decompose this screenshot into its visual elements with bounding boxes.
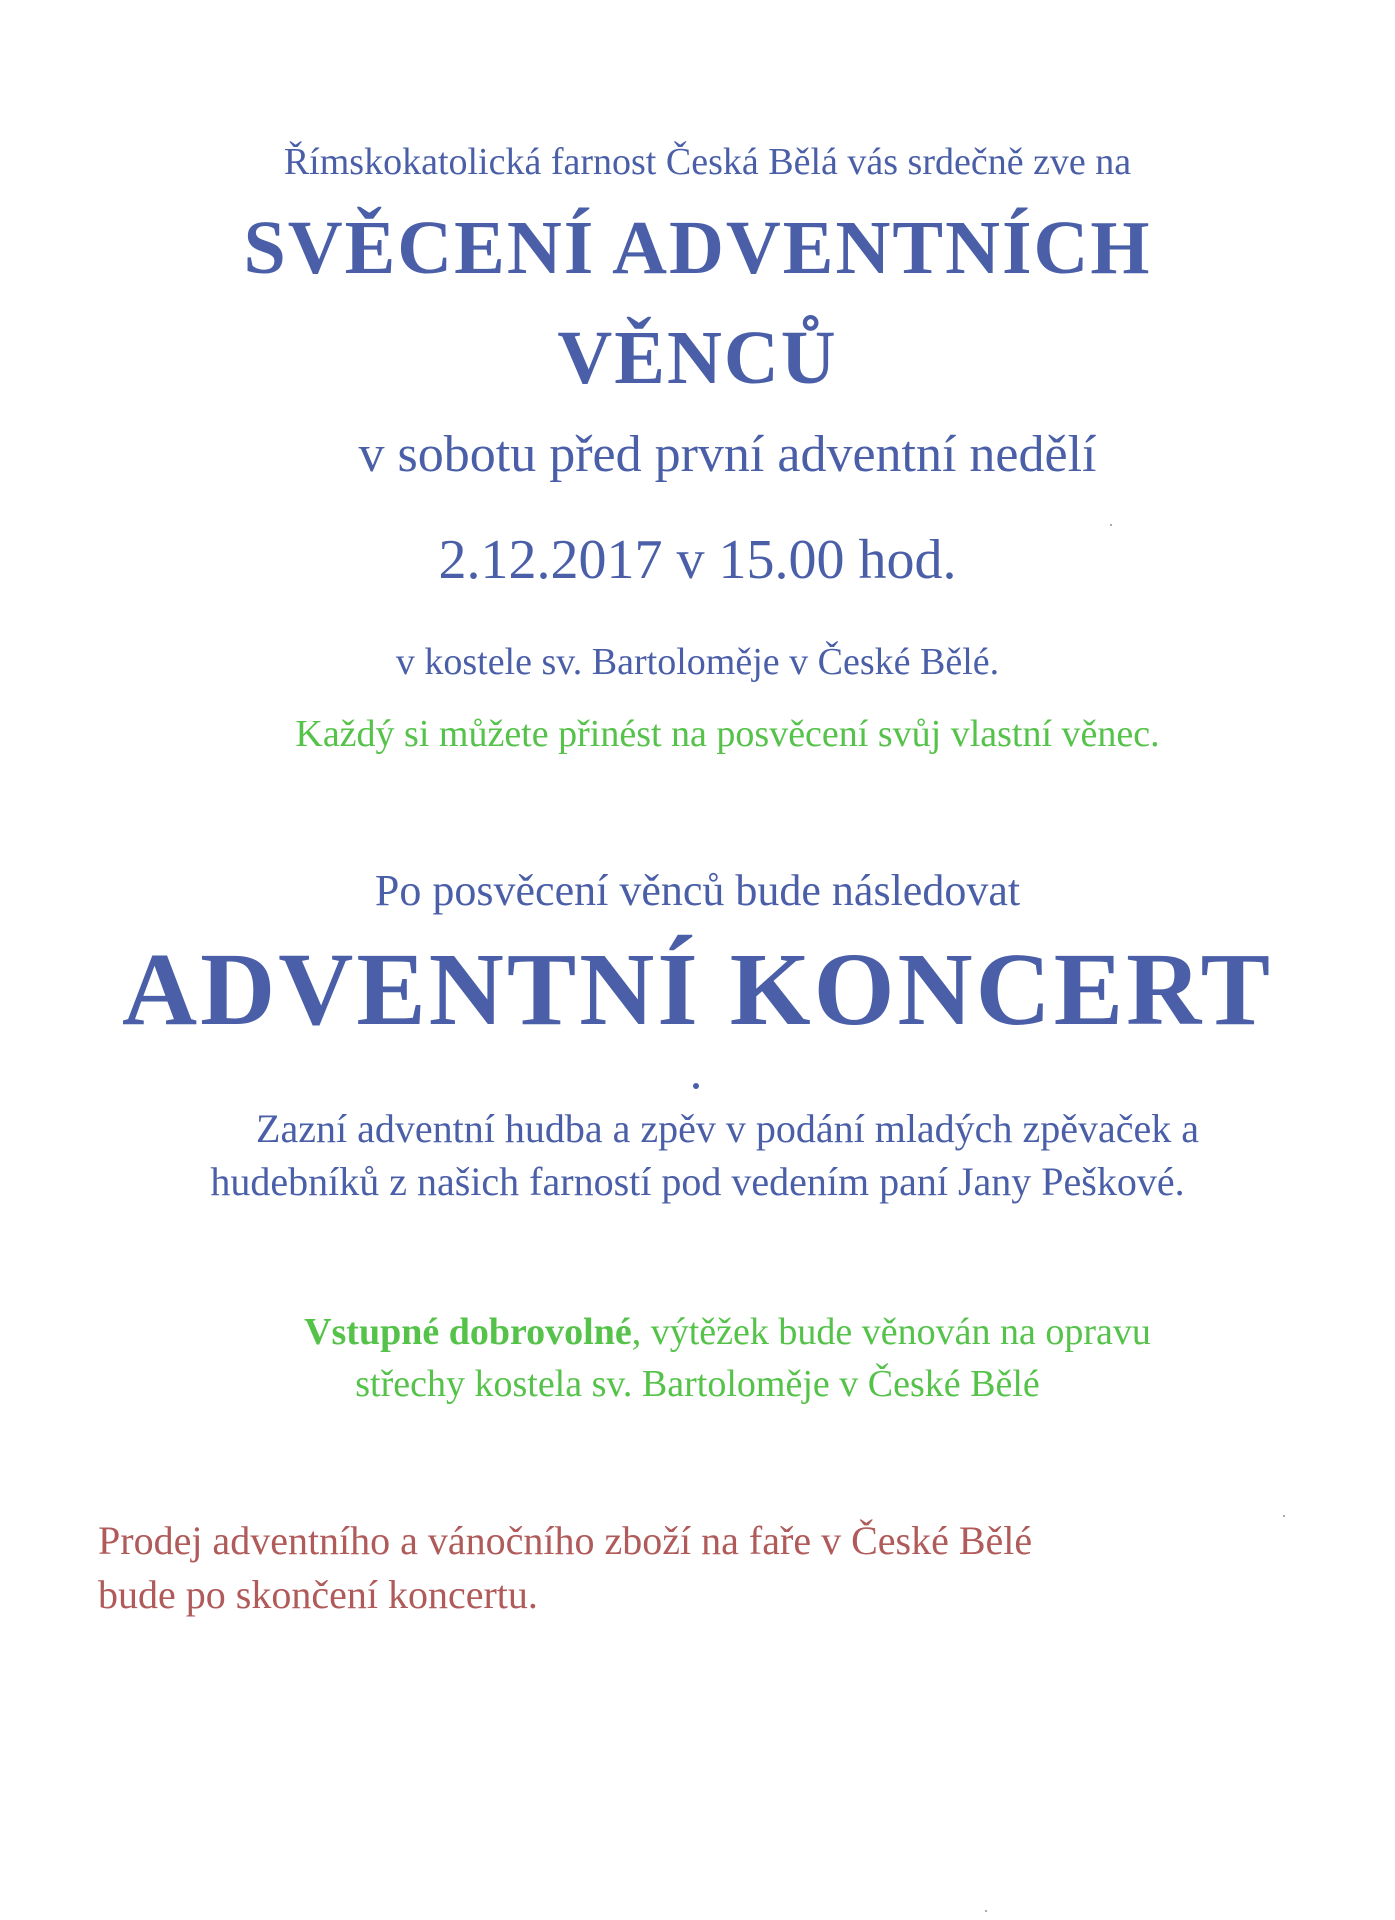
concert-description-line2: hudebníků z našich farností pod vedením paní Jany Peškové. <box>210 1159 1185 1204</box>
event-when: v sobotu před první adventní nedělí <box>358 426 1097 483</box>
admission-line2: střechy kostela sv. Bartoloměje v České Bělé <box>355 1363 1040 1405</box>
event-date: 2.12.2017 v 15.00 hod. <box>438 529 957 591</box>
admission-free-label: Vstupné dobrovolné <box>304 1311 632 1353</box>
decorative-dot <box>693 1083 699 1089</box>
concert-description-line1: Zazní adventní hudba a zpěv v podání mladých zpěvaček a <box>256 1106 1199 1151</box>
admission-line1 <box>0 1310 1395 1354</box>
bring-wreath-note: Každý si můžete přinést na posvěcení svůj vlastní věnec. <box>295 713 1160 755</box>
sale-line1: Prodej adventního a vánočního zboží na faře v České Bělé <box>98 1518 1033 1563</box>
event-title-line1: SVĚCENÍ ADVENTNÍCH <box>243 206 1152 290</box>
admission-proceeds: , výtěžek bude věnován na opravu <box>631 1311 1151 1353</box>
scan-speck <box>1283 1515 1285 1517</box>
scan-speck <box>985 1910 987 1912</box>
invitation-intro: Římskokatolická farnost Česká Bělá vás srdečně zve na <box>283 141 1132 183</box>
scan-speck <box>1110 524 1112 526</box>
concert-intro: Po posvěcení věnců bude následovat <box>374 866 1021 915</box>
concert-title: ADVENTNÍ KONCERT <box>122 932 1273 1047</box>
sale-line2: bude po skončení koncertu. <box>98 1572 538 1617</box>
event-place: v kostele sv. Bartoloměje v České Bělé. <box>395 641 1000 683</box>
event-title-line2: VĚNCŮ <box>557 316 838 400</box>
